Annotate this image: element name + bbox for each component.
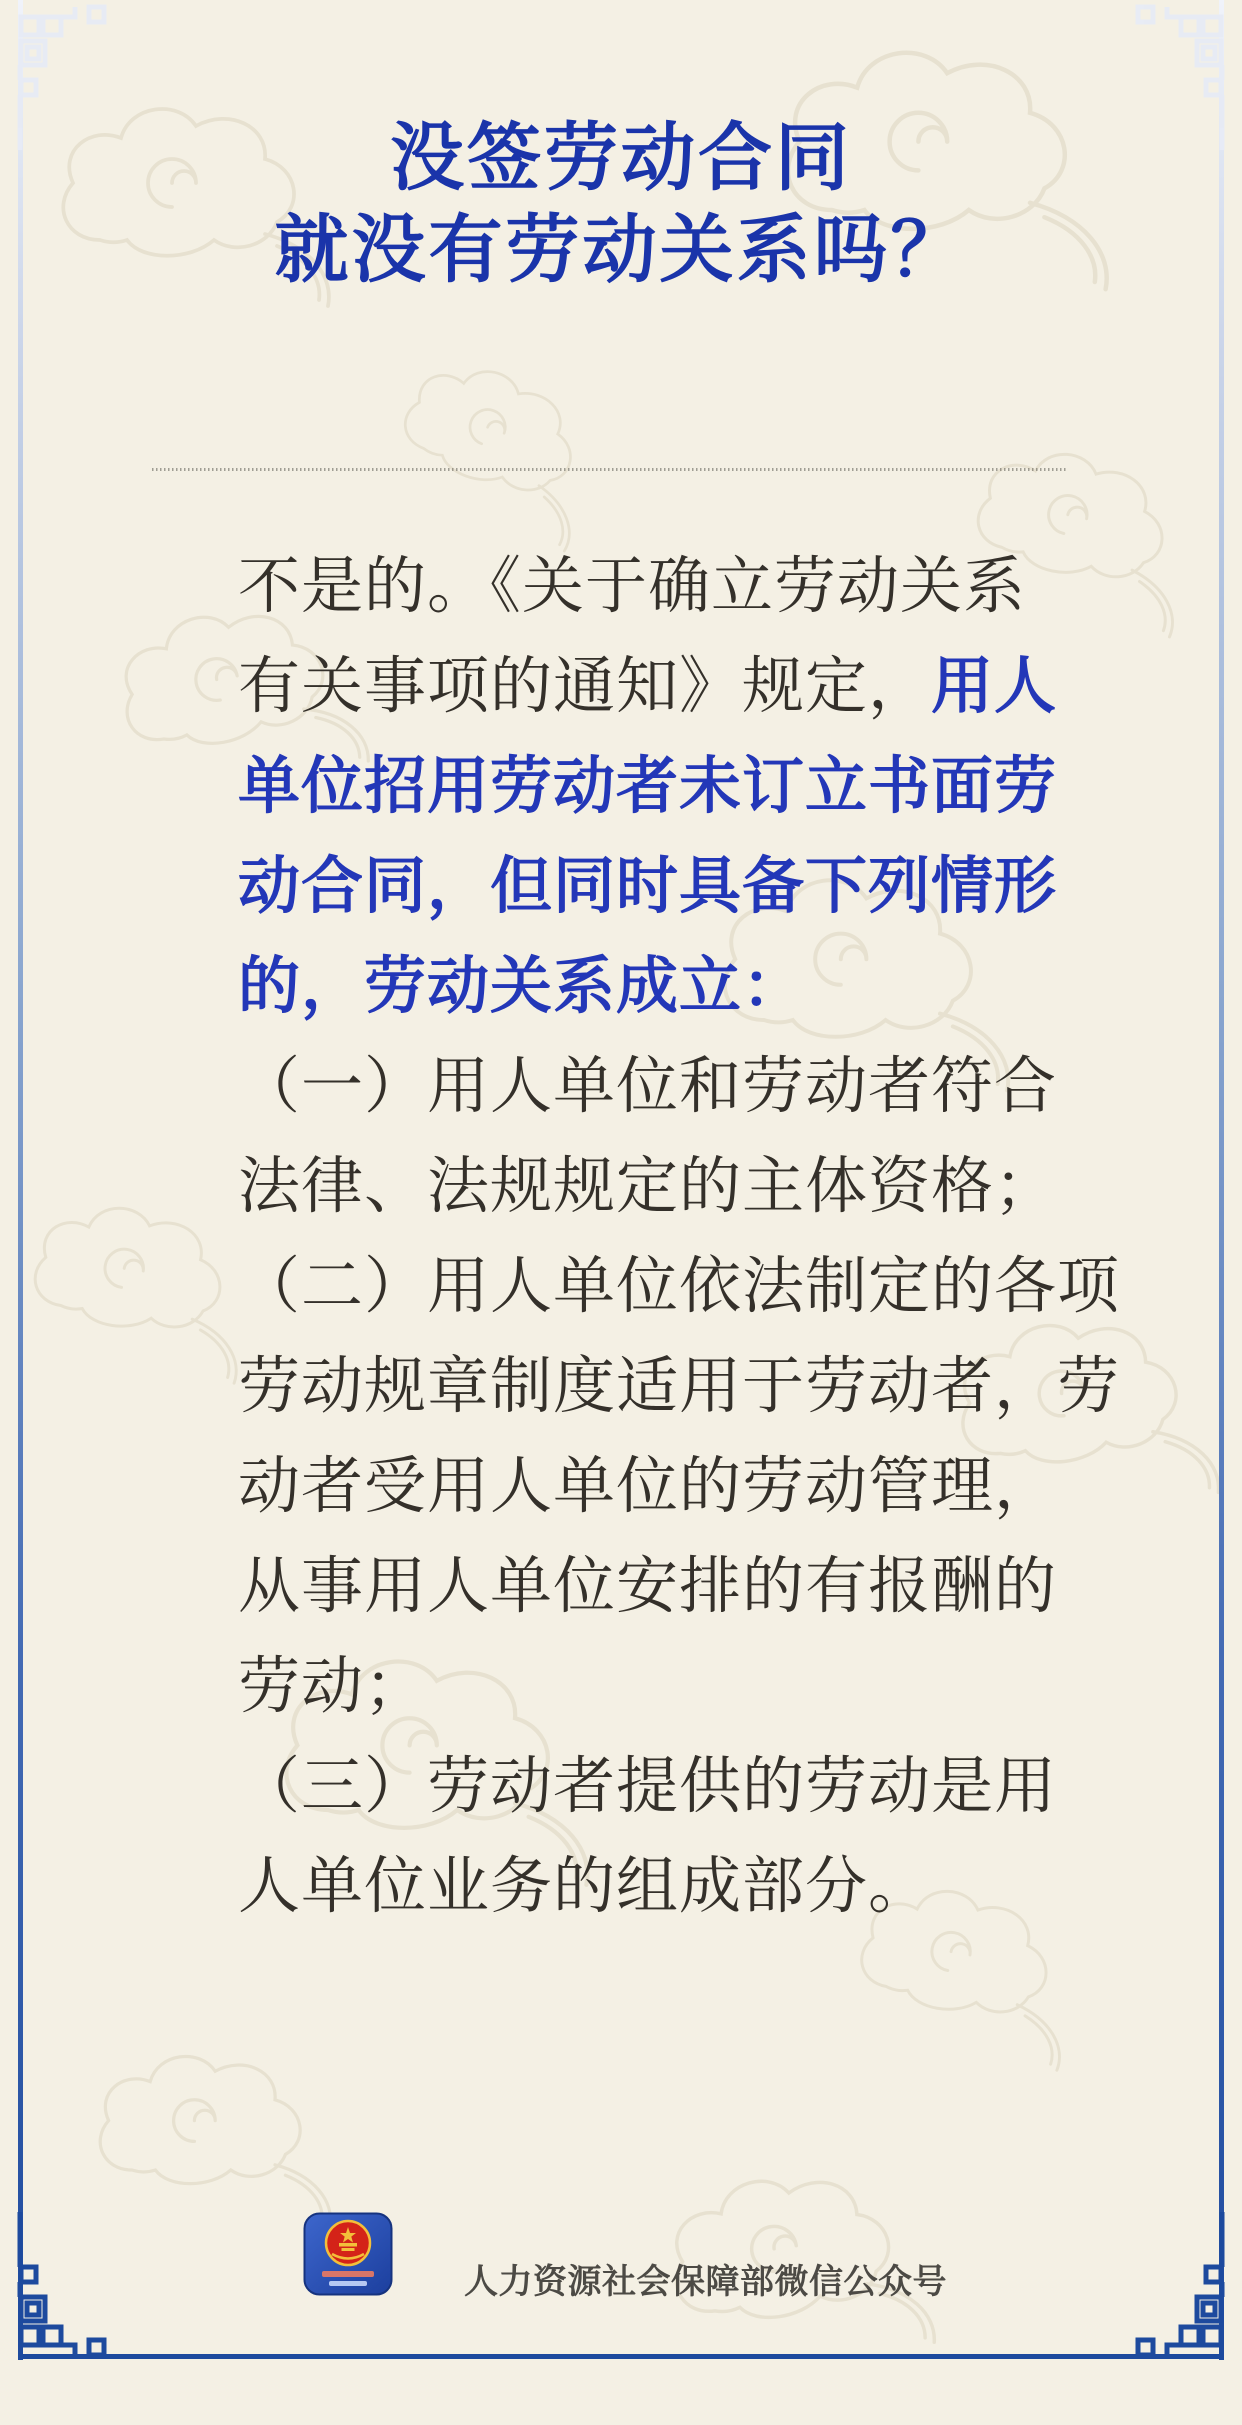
body-text-run: 劳动； [238, 1652, 428, 1721]
bottom-border-line [18, 2354, 1224, 2359]
body-line [238, 837, 1198, 937]
body-text-run-emphasis: 动合同，但同时具备下列情形 [238, 852, 1058, 921]
body-line [238, 1337, 1198, 1437]
app-icon-caption-bar [329, 2281, 367, 2286]
body-text-run: 人单位业务的组成部分。 [238, 1852, 932, 1921]
body-line [238, 1837, 1198, 1937]
body-line [238, 1237, 1198, 1337]
app-icon-caption-bar [322, 2271, 374, 2277]
page-title [0, 112, 1242, 296]
body-text-run: 动者受用人单位的劳动管理， [238, 1452, 1058, 1521]
title-line-2: 就没有劳动关系吗？ [274, 207, 968, 293]
body-text-run: 有关事项的通知》规定， [238, 652, 932, 721]
body-text-run: 法律、法规规定的主体资格； [238, 1152, 1058, 1221]
lattice-corner-bottom-right-icon [1137, 2212, 1227, 2362]
body-text-run: （二）用人单位依法制定的各项 [238, 1252, 1121, 1321]
body-text-run-emphasis: 单位招用劳动者未订立书面劳 [238, 752, 1058, 821]
national-emblem-icon [326, 2221, 370, 2265]
body-text-run: 劳动规章制度适用于劳动者，劳 [238, 1352, 1121, 1421]
body-line [238, 1537, 1198, 1637]
body-text-run-emphasis: 的，劳动关系成立： [238, 952, 806, 1021]
body-text [238, 537, 1198, 1937]
body-text-run: （三）劳动者提供的劳动是用 [238, 1752, 1058, 1821]
body-text-run: （一）用人单位和劳动者符合 [238, 1052, 1058, 1121]
national-emblem-app-icon [303, 2212, 393, 2296]
body-line [238, 1137, 1198, 1237]
body-line [238, 737, 1198, 837]
body-line [238, 537, 1198, 637]
body-line [238, 1437, 1198, 1537]
footer-account-label: 人力资源社会保障部微信公众号 [464, 2263, 947, 2301]
body-line [238, 937, 1198, 1037]
title-divider [152, 468, 1068, 471]
left-border-line [18, 0, 23, 2360]
body-line [238, 1737, 1198, 1837]
body-line [238, 637, 1198, 737]
body-line [238, 1037, 1198, 1137]
body-text-run-emphasis: 用人 [931, 652, 1058, 721]
body-line [238, 1637, 1198, 1737]
body-text-run: 从事用人单位安排的有报酬的 [238, 1552, 1058, 1621]
title-line-1: 没签劳动合同 [390, 115, 852, 201]
lattice-corner-bottom-left-icon [15, 2212, 105, 2362]
body-text-run: 不是的。《关于确立劳动关系 [238, 552, 1027, 621]
right-border-line [1219, 0, 1224, 2360]
